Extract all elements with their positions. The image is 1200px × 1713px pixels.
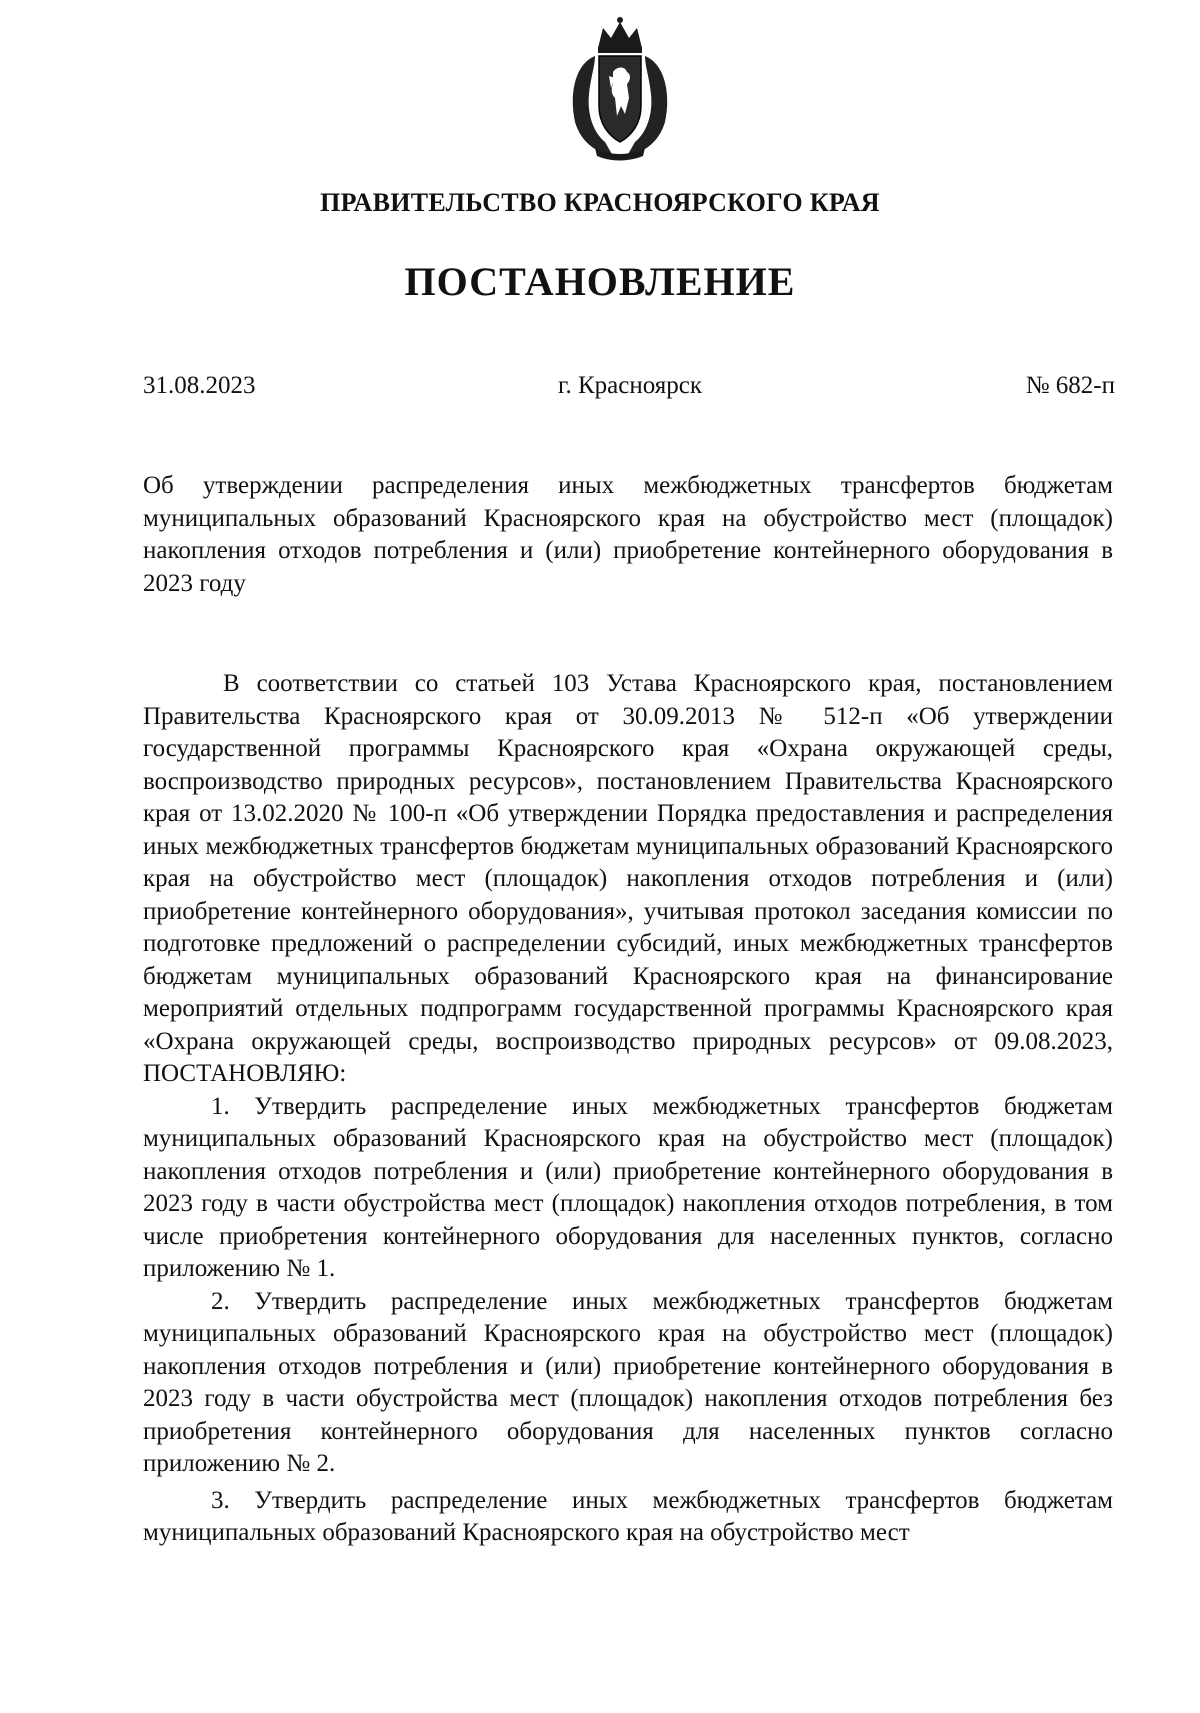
resolution-item-1: 1. Утвердить распределение иных межбюджетных трансфертов бюджетам муниципальных образований Красноярского края на обустройство мест (площадок) накопления отходов потребления и (или) приобретение контейнерного оборудования в 2023 году в части обустройства мест (площадок) накопления отходов потребления, в том числе приобретения контейнерного оборудования для населенных пунктов, согласно приложению № 1. [143, 1092, 1113, 1282]
document-subject: Об утверждении распределения иных межбюджетных трансфертов бюджетам муниципальных образований Красноярского края на обустройство мест (площадок) накопления отходов потребления и (или) приобретение контейнерного оборудования в 2023 году [143, 472, 1113, 597]
preamble-paragraph: В соответствии со статьей 103 Устава Красноярского края, постановлением Правительства Красноярского края от 30.09.2013 № 512-п «Об утверждении государственной программы Красноярского края «Охрана окружающей среды, воспроизводство природных ресурсов», постановлением Правительства Красноярского края от 13.02.2020 № 100-п «Об утверждении Порядка предоставления и распределения иных межбюджетных трансфертов бюджетам муниципальных образований Красноярского края на обустройство мест (площадок) накопления отходов потребления и (или) приобретение контейнерного оборудования», учитывая протокол заседания комиссии по подготовке предложений о распределении субсидий, иных межбюджетных трансфертов бюджетам муниципальных образований Красноярского края на финансирование мероприятий отдельных подпрограмм государственной программы Красноярского края «Охрана окружающей среды, воспроизводство природных ресурсов» от 09.08.2023, ПОСТАНОВЛЯЮ: [143, 670, 1113, 1087]
government-name: ПРАВИТЕЛЬСТВО КРАСНОЯРСКОГО КРАЯ [320, 188, 880, 217]
krasnoyarsk-coat-of-arms-icon [565, 14, 675, 164]
resolution-item-2: 2. Утвердить распределение иных межбюджетных трансфертов бюджетам муниципальных образований Красноярского края на обустройство мест (площадок) накопления отходов потребления и (или) приобретение контейнерного оборудования в 2023 году в части обустройства мест (площадок) накопления отходов потребления без приобретения контейнерного оборудования для населенных пунктов согласно приложению № 2. [143, 1287, 1113, 1477]
document-number: № 682-п [1025, 372, 1115, 399]
document-body [143, 668, 1113, 1550]
resolution-item-3: 3. Утвердить распределение иных межбюджетных трансфертов бюджетам муниципальных образований Красноярского края на обустройство мест [143, 1486, 1113, 1546]
document-type: ПОСТАНОВЛЕНИЕ [404, 259, 796, 304]
document-city: г. Красноярск [558, 372, 702, 399]
document-date: 31.08.2023 [143, 372, 256, 399]
